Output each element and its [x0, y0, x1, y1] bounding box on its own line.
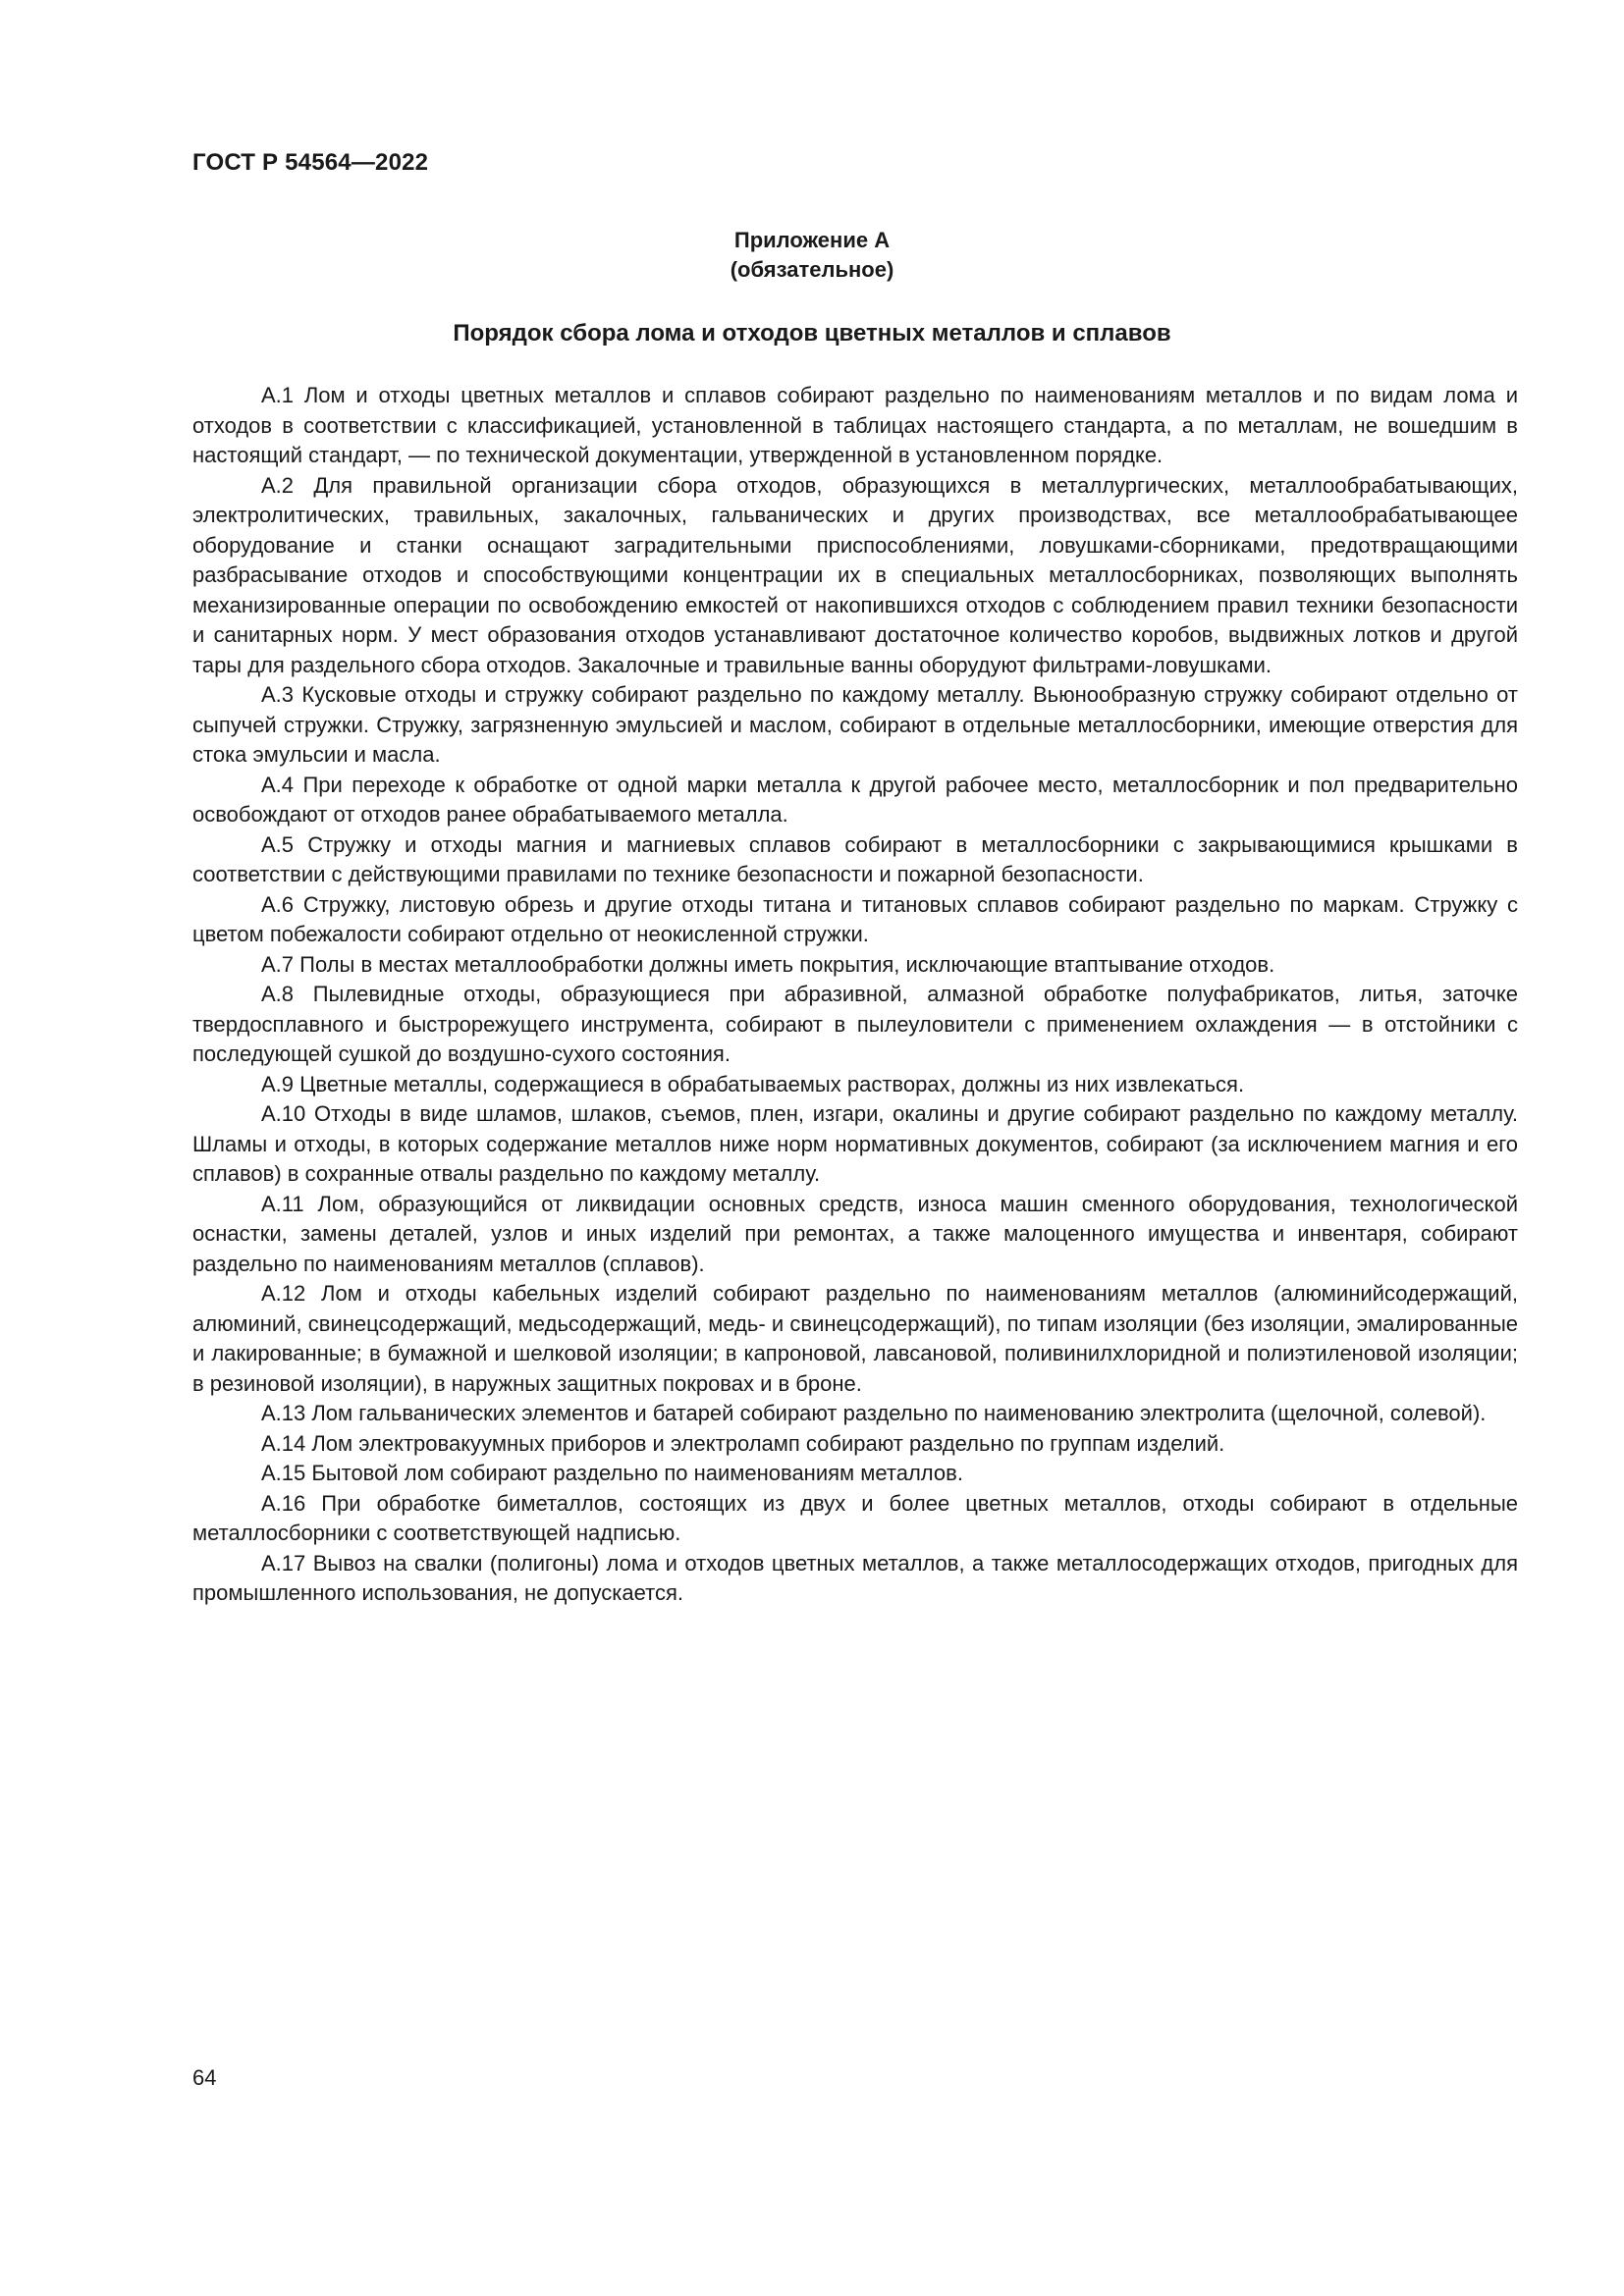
paragraph-a16: А.16 При обработке биметаллов, состоящих из двух и более цветных металлов, отходы собирают в отдельные металлосборники с соответствующей надписью. [192, 1490, 1518, 1545]
paragraph-a17: А.17 Вывоз на свалки (полигоны) лома и отходов цветных металлов, а также металлосодержащих отходов, пригодных для промышленного использования, не допускается. [192, 1550, 1518, 1605]
paragraph-a14: А.14 Лом электровакуумных приборов и электроламп собирают раздельно по группам изделий. [261, 1430, 1225, 1456]
paragraph-a12: А.12 Лом и отходы кабельных изделий собирают раздельно по наименованиям металлов (алюминийсодержащий, алюминий, свинецсодержащий, медьсодержащий, медь- и свинецсодержащий), по типам изоляции (без изоляции, эмалированные и лакированные; в бумажной и шелковой изоляции; в капроновой, лавсановой, поливинилхлоридной и полиэтиленовой изоляции; в резиновой изоляции), в наружных защитных покровах и в броне. [192, 1281, 1518, 1396]
body-text [192, 381, 1518, 1609]
paragraph-a7: А.7 Полы в местах металлообработки должны иметь покрытия, исключающие втаптывание отходов. [261, 951, 1275, 977]
paragraph-a10: А.10 Отходы в виде шламов, шлаков, съемов, плен, изгари, окалины и другие собирают раздельно по каждому металлу. Шламы и отходы, в которых содержание металлов ниже норм нормативных документов, собирают (за исключением магния и его сплавов) в сохранные отвалы раздельно по каждому металлу. [192, 1101, 1518, 1186]
paragraph-a4: А.4 При переходе к обработке от одной марки металла к другой рабочее место, металлосборник и пол предварительно освобождают от отходов ранее обрабатываемого металла. [192, 772, 1518, 827]
paragraph-a15: А.15 Бытовой лом собирают раздельно по наименованиям металлов. [261, 1461, 963, 1485]
paragraph-a8: А.8 Пылевидные отходы, образующиеся при абразивной, алмазной обработке полуфабрикатов, литья, заточке твердосплавного и быстрорежущего инструмента, собирают в пылеуловители с применением охлаждения — в отстойники с последующей сушкой до воздушно-сухого состояния. [192, 982, 1518, 1066]
paragraph-a1: А.1 Лом и отходы цветных металлов и сплавов собирают раздельно по наименованиям металлов и по видам лома и отходов в соответствии с классификацией, установленной в таблицах настоящего стандарта, а по металлам, не вошедшим в настоящий стандарт, — по технической документации, утвержденной в установленном порядке. [192, 383, 1518, 467]
paragraph-a2: А.2 Для правильной организации сбора отходов, образующихся в металлургических, металлообрабатывающих, электролитических, травильных, закалочных, гальванических и других производствах, все металлообрабатывающее оборудование и станки оснащают заградительными приспособлениями, ловушками-сборниками, предотвращающими разбрасывание отходов и способствующими концентрации их в специальных металлосборниках, позволяющих выполнять механизированные операции по освобождению емкостей от накопившихся отходов с соблюдением правил техники безопасности и санитарных норм. У мест образования отходов устанавливают достаточное количество коробов, выдвижных лотков и другой тары для раздельного сбора отходов. Закалочные и травильные ванны оборудуют фильтрами-ловушками. [192, 472, 1518, 677]
paragraph-a5: А.5 Стружку и отходы магния и магниевых сплавов собирают в металлосборники с закрывающимися крышками в соответствии с действующими правилами по технике безопасности и пожарной безопасности. [192, 831, 1518, 886]
paragraph-a6: А.6 Стружку, листовую обрезь и другие отходы титана и титановых сплавов собирают раздельно по маркам. Стружку с цветом побежалости собирают отдельно от неокисленной стружки. [192, 891, 1518, 946]
page-number: 64 [192, 2065, 217, 2090]
annex-status: (обязательное) [730, 257, 894, 282]
annex-title: Приложение А [733, 228, 891, 252]
paragraph-a3: А.3 Кусковые отходы и стружку собирают раздельно по каждому металлу. Вьюнообразную стружку собирают отдельно от сыпучей стружки. Стружку, загрязненную эмульсией и маслом, собирают в отдельные металлосборники, имеющие отверстия для стока эмульсии и масла. [192, 682, 1518, 767]
paragraph-a11: А.11 Лом, образующийся от ликвидации основных средств, износа машин сменного оборудования, технологической оснастки, замены деталей, узлов и иных изделий при ремонтах, а также малоценного имущества и инвентаря, собирают раздельно по наименованиям металлов (сплавов). [192, 1191, 1518, 1276]
section-title: Порядок сбора лома и отходов цветных металлов и сплавов [453, 320, 1171, 347]
document-code: ГОСТ Р 54564—2022 [192, 149, 429, 176]
paragraph-a13: А.13 Лом гальванических элементов и батарей собирают раздельно по наименованию электролита (щелочной, солевой). [261, 1401, 1487, 1425]
paragraph-a9: А.9 Цветные металлы, содержащиеся в обрабатываемых растворах, должны из них извлекаться. [261, 1071, 1245, 1096]
